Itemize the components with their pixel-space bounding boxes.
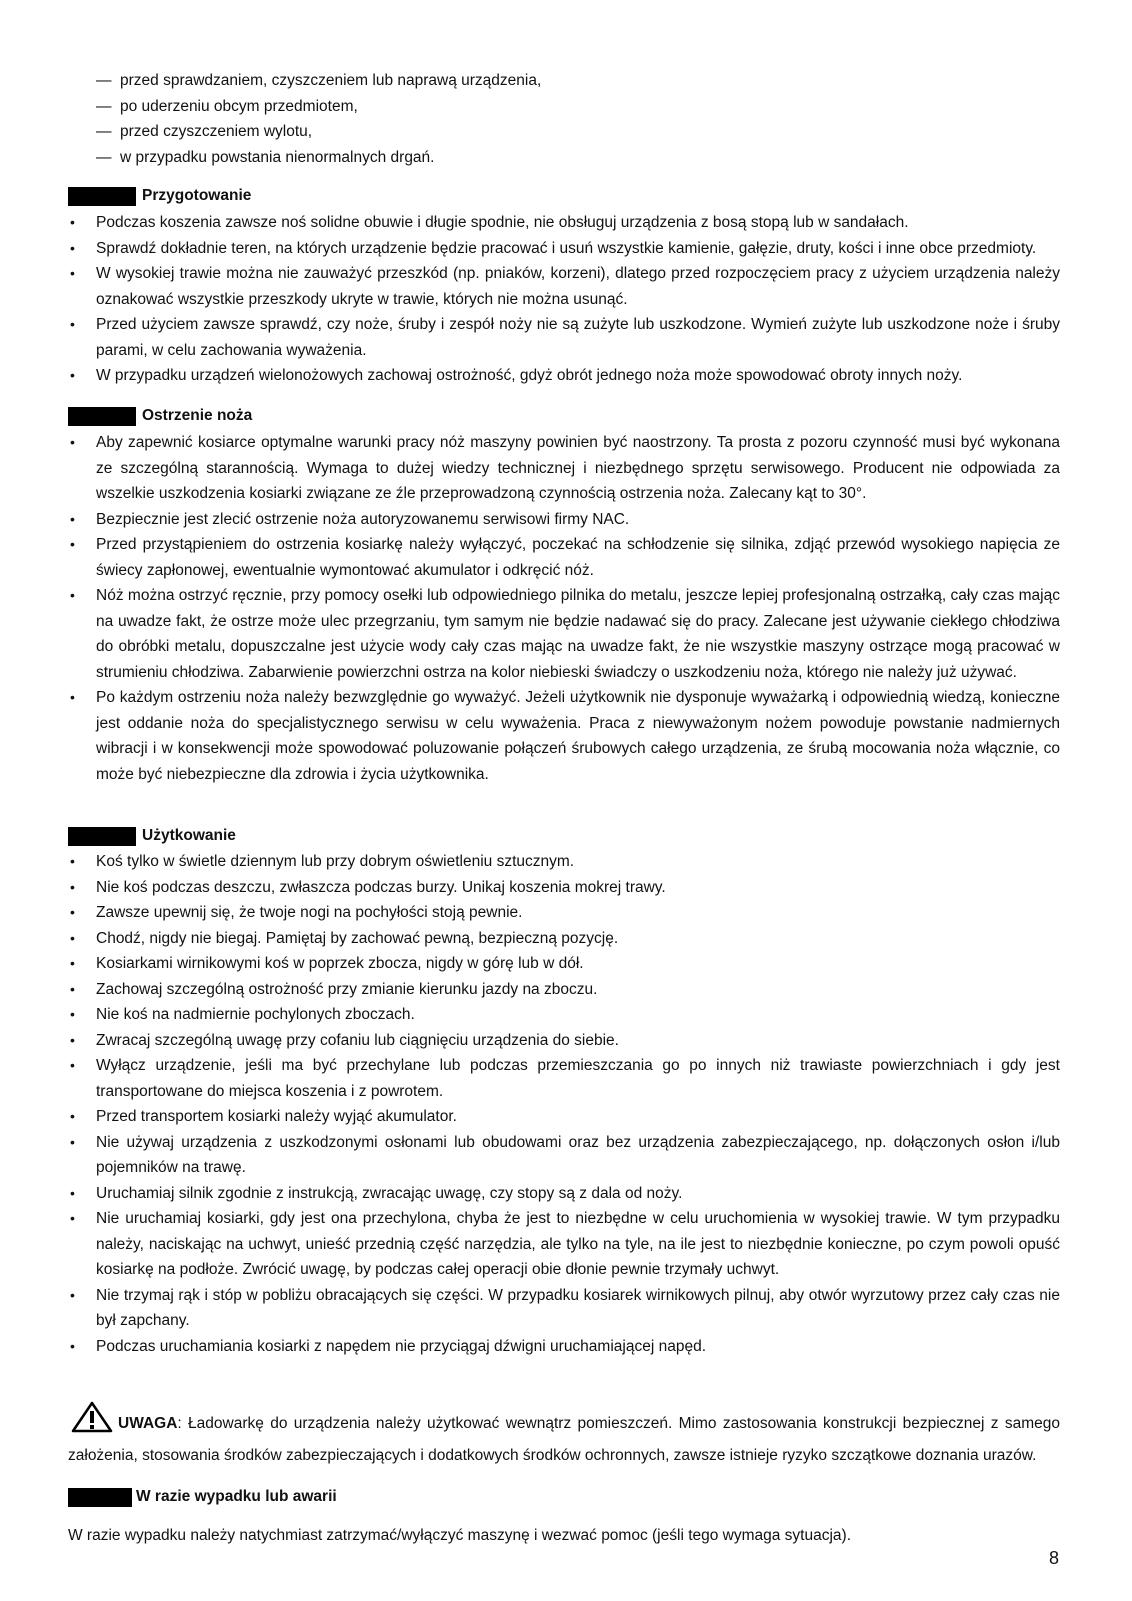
dash-item: — przed czyszczeniem wylotu,	[96, 123, 313, 140]
warning-triangle-icon	[70, 1400, 114, 1443]
section-heading-sharpen: Ostrzenie noża	[68, 405, 252, 427]
list-item: • Podczas koszenia zawsze noś solidne obuwie i długie spodnie, nie obsługuj urządzenia z bosą stopą lub w sandałach.	[70, 214, 909, 231]
list-item: • Zachowaj szczególną ostrożność przy zmianie kierunku jazdy na zboczu.	[70, 980, 598, 998]
section-heading-accident: W razie wypadku lub awarii	[68, 1486, 337, 1508]
heading-black-block	[68, 1488, 132, 1507]
list-item: • Uruchamiaj silnik zgodnie z instrukcją, zwracając uwagę, czy stopy są z dala od noży.	[70, 1184, 683, 1202]
list-item: • Aby zapewnić kosiarce optymalne warunki pracy nóż maszyny powinien być naostrzony. Ta prosta z pozoru czynność musi być wykonana ze szczególną starannością. Wymaga to dużej wiedzy technicznej i niezbędnego sprzętu serwisowego. Producent nie odpowiada za wszelkie uszkodzenia kosiarki związane ze źle przeprowadzoną czynnością ostrzenia noża. Zalecany kąt to 30°.	[70, 434, 1060, 502]
list-item: • Nie koś na nadmiernie pochylonych zboczach.	[70, 1006, 415, 1023]
page-number: 8	[1049, 1548, 1060, 1568]
list-item: • Przed przystąpieniem do ostrzenia kosiarkę należy wyłączyć, poczekać na schłodzenie się silnika, zdjąć przewód wysokiego napięcia ze świecy zapłonowej, ewentualnie wymontować akumulator i odkręcić nóż.	[70, 536, 1060, 579]
list-item: • Nóż można ostrzyć ręcznie, przy pomocy osełki lub odpowiedniego pilnika do metalu, jeszcze lepiej profesjonalną ostrzałką, cały czas mając na uwadze fakt, że ostrze może ulec przegrzaniu, tym samym nie będzie nadawać się do pracy. Zalecane jest używanie ciekłego chłodziwa do obróbki metalu, dopuszczalne jest użycie wody cały czas mając na uwadze fakt, że nie wszystkie maszyny ostrzące mogą pracować w strumieniu chłodziwa. Zabarwienie powierzchni ostrza na kolor niebieski świadczy o uszkodzeniu noża, którego nie należy już używać.	[70, 587, 1060, 681]
list-item: • Nie uruchamiaj kosiarki, gdy jest ona przechylona, chyba że jest to niezbędne w celu uruchomienia w wysokiej trawie. W tym przypadku należy, naciskając na uchwyt, unieść przednią część narzędzia, ale tylko na tyle, na ile jest to niezbędnie konieczne, po czym powoli opuść kosiarkę na podłoże. Zwrócić uwagę, by podczas całej operacji obie dłonie pewnie trzymały uchwyt.	[70, 1210, 1060, 1278]
list-item: • Przed użyciem zawsze sprawdź, czy noże, śruby i zespół noży nie są zużyte lub uszkodzone. Wymień zużyte lub uszkodzone noże i śruby parami, w celu zachowania wyważenia.	[70, 316, 1060, 359]
list-item: • Zwracaj szczególną uwagę przy cofaniu lub ciągnięciu urządzenia do siebie.	[70, 1031, 619, 1049]
list-item: • Nie trzymaj rąk i stóp w pobliżu obracających się części. W przypadku kosiarek wirnikowych pilnuj, aby otwór wyrzutowy przez cały czas nie był zapchany.	[70, 1286, 1060, 1329]
list-item: • Koś tylko w świetle dziennym lub przy dobrym oświetleniu sztucznym.	[70, 853, 575, 870]
warning-text: : Ładowarkę do urządzenia należy użytkować wewnątrz pomieszczeń. Mimo zastosowania konstrukcji bezpiecznej z samego założenia, stosowania środków zabezpieczających i dodatkowych środków ochronnych, zawsze istnieje ryzyko szczątkowe doznania urazów.	[68, 1415, 1060, 1464]
bullet-list-sharpen	[68, 430, 1060, 787]
list-item: • W wysokiej trawie można nie zauważyć przeszkód (np. pniaków, korzeni), dlatego przed rozpoczęciem pracy z użyciem urządzenia należy oznakować wszystkie przeszkody ukryte w trawie, których nie można usunąć.	[70, 265, 1060, 308]
accident-paragraph: W razie wypadku należy natychmiast zatrzymać/wyłączyć maszynę i wezwać pomoc (jeśli tego wymaga sytuacja).	[68, 1527, 852, 1544]
warning-note	[68, 1400, 1060, 1468]
list-item: • Kosiarkami wirnikowymi koś w poprzek zbocza, nigdy w górę lub w dół.	[70, 955, 584, 972]
heading-black-block	[68, 827, 136, 846]
dash-item: — po uderzeniu obcym przedmiotem,	[96, 97, 358, 115]
list-item: • Sprawdź dokładnie teren, na których urządzenie będzie pracować i usuń wszystkie kamienie, gałęzie, druty, kości i inne obce przedmioty.	[70, 239, 1037, 257]
list-item: • W przypadku urządzeń wielonożowych zachowaj ostrożność, gdyż obrót jednego noża może spowodować obroty innych noży.	[70, 367, 963, 384]
heading-black-block	[68, 187, 136, 206]
section-heading-prep: Przygotowanie	[68, 185, 251, 207]
list-item: • Przed transportem kosiarki należy wyjąć akumulator.	[70, 1108, 457, 1125]
list-item: • Podczas uruchamiania kosiarki z napędem nie przyciągaj dźwigni uruchamiającej napęd.	[70, 1337, 706, 1355]
dash-item: — przed sprawdzaniem, czyszczeniem lub naprawą urządzenia,	[96, 72, 542, 89]
list-item: • Nie używaj urządzenia z uszkodzonymi osłonami lub obudowami oraz bez urządzenia zabezpieczającego, np. dołączonych osłon i/lub pojemników na trawę.	[70, 1133, 1060, 1176]
dash-list	[96, 68, 1056, 170]
bullet-list-usage	[68, 849, 1060, 1359]
heading-black-block	[68, 407, 136, 426]
list-item: • Wyłącz urządzenie, jeśli ma być przechylane lub podczas przemieszczania go po innych niż trawiaste powierzchniach i gdy jest transportowane do miejsca koszenia i z powrotem.	[70, 1057, 1060, 1100]
list-item: • Chodź, nigdy nie biegaj. Pamiętaj by zachować pewną, bezpieczną pozycję.	[70, 929, 619, 947]
list-item: • Zawsze upewnij się, że twoje nogi na pochyłości stoją pewnie.	[70, 904, 523, 921]
section-heading-usage: Użytkowanie	[68, 825, 236, 847]
warning-label: UWAGA	[118, 1415, 178, 1432]
list-item: • Po każdym ostrzeniu noża należy bezwzględnie go wyważyć. Jeżeli użytkownik nie dysponuje wyważarką i odpowiednią wiedzą, konieczne jest oddanie noża do specjalistycznego serwisu w celu wyważenia. Praca z niewyważonym nożem powoduje powstanie nadmiernych wibracji i w konsekwencji może spowodować poluzowanie połączeń śrubowych całego urządzenia, ze śrubą mocowania noża włącznie, co może być niebezpieczne dla zdrowia i życia użytkownika.	[70, 689, 1060, 783]
dash-item: — w przypadku powstania nienormalnych drgań.	[96, 148, 435, 166]
list-item: • Nie koś podczas deszczu, zwłaszcza podczas burzy. Unikaj koszenia mokrej trawy.	[70, 878, 666, 896]
list-item: • Bezpiecznie jest zlecić ostrzenie noża autoryzowanemu serwisowi firmy NAC.	[70, 510, 630, 528]
bullet-list-prep	[68, 210, 1060, 389]
